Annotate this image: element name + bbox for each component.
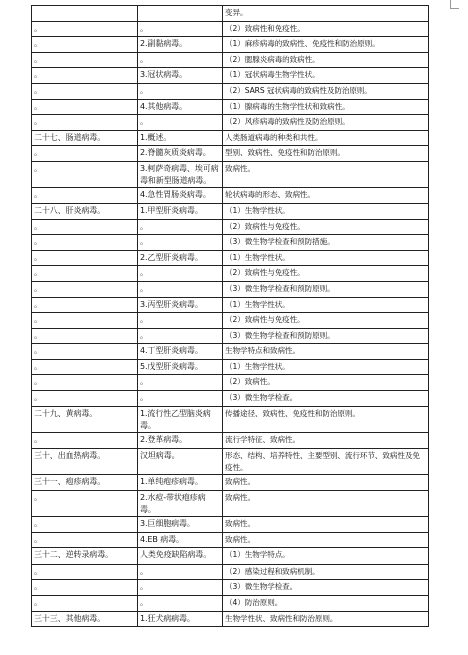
unit-cell: 3.冠状病毒。 xyxy=(138,68,223,84)
unit-cell: 5.戊型肝炎病毒。 xyxy=(138,359,223,375)
chapter-cell xyxy=(32,6,138,22)
chapter-cell: 。 xyxy=(32,21,138,37)
content-cell: （2）风疹病毒的致病性及防治原则。 xyxy=(223,115,429,131)
chapter-cell: 二十八、肝炎病毒。 xyxy=(32,203,138,219)
unit-cell: 。 xyxy=(138,564,223,580)
chapter-cell: 。 xyxy=(32,564,138,580)
table-row xyxy=(32,375,429,391)
content-cell: （2）感染过程和致病机制。 xyxy=(223,564,429,580)
table-row xyxy=(32,188,429,204)
content-cell: 生物学特点和致病性。 xyxy=(223,344,429,360)
content-cell: 轮状病毒的形态、致病性。 xyxy=(223,188,429,204)
table-row xyxy=(32,611,429,627)
unit-cell: 。 xyxy=(138,219,223,235)
content-cell: 变异。 xyxy=(223,6,429,22)
content-cell: （1）生物学性状。 xyxy=(223,359,429,375)
unit-cell: 2.脊髓灰质炎病毒。 xyxy=(138,146,223,162)
content-cell: 致病性。 xyxy=(223,490,429,516)
content-cell: （2）腮腺炎病毒的致病性。 xyxy=(223,52,429,68)
chapter-cell: 。 xyxy=(32,115,138,131)
content-cell: （2）致病性与免疫性。 xyxy=(223,313,429,329)
syllabus-table xyxy=(31,5,429,627)
content-cell: 型别、致病性、免疫性和防治原则。 xyxy=(223,146,429,162)
content-cell: （3）微生物学检查和预防原则。 xyxy=(223,328,429,344)
table-row xyxy=(32,344,429,360)
content-cell: （3）微生物学检查和预防措施。 xyxy=(223,235,429,251)
content-cell: 致病性。 xyxy=(223,532,429,548)
table-row xyxy=(32,161,429,187)
chapter-cell: 。 xyxy=(32,517,138,533)
chapter-cell: 。 xyxy=(32,266,138,282)
chapter-cell: 。 xyxy=(32,250,138,266)
unit-cell: 3.巨细胞病毒。 xyxy=(138,517,223,533)
table-row xyxy=(32,37,429,53)
unit-cell: 。 xyxy=(138,235,223,251)
chapter-cell: 。 xyxy=(32,596,138,612)
unit-cell: 2.副黏病毒。 xyxy=(138,37,223,53)
content-cell: （1）冠状病毒生物学性状。 xyxy=(223,68,429,84)
chapter-cell: 三十二、逆转录病毒。 xyxy=(32,548,138,565)
unit-cell: 人类免疫缺陷病毒。 xyxy=(138,548,223,565)
chapter-cell: 。 xyxy=(32,532,138,548)
chapter-cell: 。 xyxy=(32,219,138,235)
content-cell: 流行学特征、致病性。 xyxy=(223,433,429,449)
unit-cell: 1.甲型肝炎病毒。 xyxy=(138,203,223,219)
table-row xyxy=(32,21,429,37)
unit-cell: 。 xyxy=(138,391,223,407)
unit-cell xyxy=(138,6,223,22)
content-cell: 致病性。 xyxy=(223,475,429,491)
chapter-cell: 。 xyxy=(32,490,138,516)
unit-cell: 4.急性胃肠炎病毒。 xyxy=(138,188,223,204)
content-cell: （1）生物学特点。 xyxy=(223,548,429,565)
table-row xyxy=(32,99,429,115)
chapter-cell: 。 xyxy=(32,161,138,187)
unit-cell: 4.EB 病毒。 xyxy=(138,532,223,548)
chapter-cell: 。 xyxy=(32,146,138,162)
unit-cell: 。 xyxy=(138,580,223,596)
content-cell: （1）生物学性状。 xyxy=(223,250,429,266)
content-cell: （2）致病性与免疫性。 xyxy=(223,219,429,235)
unit-cell: 。 xyxy=(138,596,223,612)
table-row xyxy=(32,448,429,474)
content-cell: （3）微生物学检查。 xyxy=(223,391,429,407)
table-row xyxy=(32,517,429,533)
chapter-cell: 。 xyxy=(32,433,138,449)
chapter-cell: 。 xyxy=(32,37,138,53)
table-row xyxy=(32,130,429,146)
chapter-cell: 。 xyxy=(32,313,138,329)
table-row xyxy=(32,328,429,344)
table-row xyxy=(32,359,429,375)
table-row xyxy=(32,235,429,251)
table-row xyxy=(32,83,429,99)
content-cell: 传播途径、致病性、免疫性和防治原则。 xyxy=(223,406,429,432)
table-row xyxy=(32,281,429,297)
unit-cell: 2.登革病毒。 xyxy=(138,433,223,449)
chapter-cell: 三十、出血热病毒。 xyxy=(32,448,138,474)
unit-cell: 1.流行性乙型脑炎病毒。 xyxy=(138,406,223,432)
page-corner-mark xyxy=(450,0,459,9)
table-row xyxy=(32,313,429,329)
content-cell: （1）腺病毒的生物学性状和致病性。 xyxy=(223,99,429,115)
chapter-cell: 。 xyxy=(32,344,138,360)
table-row xyxy=(32,391,429,407)
table-row xyxy=(32,433,429,449)
table-row xyxy=(32,68,429,84)
chapter-cell: 三十一、疱疹病毒。 xyxy=(32,475,138,491)
chapter-cell: 。 xyxy=(32,52,138,68)
content-cell: 致病性。 xyxy=(223,161,429,187)
unit-cell: 汉坦病毒。 xyxy=(138,448,223,474)
content-cell: 生物学性状、致病性和防治原则。 xyxy=(223,611,429,627)
chapter-cell: 。 xyxy=(32,391,138,407)
table-row xyxy=(32,52,429,68)
chapter-cell: 。 xyxy=(32,580,138,596)
content-cell: （2）SARS 冠状病毒的致病性及防治原则。 xyxy=(223,83,429,99)
table-row xyxy=(32,203,429,219)
content-cell: （2）致病性和免疫性。 xyxy=(223,21,429,37)
unit-cell: 3.柯萨奇病毒、埃可病毒和新型肠道病毒。 xyxy=(138,161,223,187)
unit-cell: 4.其他病毒。 xyxy=(138,99,223,115)
unit-cell: 2.乙型肝炎病毒。 xyxy=(138,250,223,266)
unit-cell: 。 xyxy=(138,328,223,344)
content-cell: 人类肠道病毒的种类和共性。 xyxy=(223,130,429,146)
chapter-cell: 。 xyxy=(32,99,138,115)
unit-cell: 1.狂犬病病毒。 xyxy=(138,611,223,627)
table-row xyxy=(32,250,429,266)
table-row xyxy=(32,266,429,282)
table-row xyxy=(32,564,429,580)
content-cell: 致病性。 xyxy=(223,517,429,533)
content-cell: （4）防治原则。 xyxy=(223,596,429,612)
unit-cell: 。 xyxy=(138,375,223,391)
unit-cell: 3.丙型肝炎病毒。 xyxy=(138,297,223,313)
content-cell: （3）微生物学检查。 xyxy=(223,580,429,596)
unit-cell: 2.水痘-带状疱疹病毒。 xyxy=(138,490,223,516)
chapter-cell: 三十三、其他病毒。 xyxy=(32,611,138,627)
table-row xyxy=(32,490,429,516)
unit-cell: 。 xyxy=(138,266,223,282)
table-row xyxy=(32,297,429,313)
unit-cell: 。 xyxy=(138,115,223,131)
table-row xyxy=(32,146,429,162)
unit-cell: 1.单纯疱疹病毒。 xyxy=(138,475,223,491)
table-row xyxy=(32,6,429,22)
chapter-cell: 。 xyxy=(32,68,138,84)
unit-cell: 。 xyxy=(138,52,223,68)
table-row xyxy=(32,219,429,235)
content-cell: （2）致病性。 xyxy=(223,375,429,391)
content-cell: （1）生物学性状。 xyxy=(223,297,429,313)
content-cell: （1）生物学性状。 xyxy=(223,203,429,219)
chapter-cell: 。 xyxy=(32,328,138,344)
unit-cell: 4.丁型肝炎病毒。 xyxy=(138,344,223,360)
table-row xyxy=(32,580,429,596)
chapter-cell: 二十七、肠道病毒。 xyxy=(32,130,138,146)
unit-cell: 。 xyxy=(138,83,223,99)
content-cell: （3）微生物学检查和预防原则。 xyxy=(223,281,429,297)
unit-cell: 1.概述。 xyxy=(138,130,223,146)
chapter-cell: 。 xyxy=(32,281,138,297)
unit-cell: 。 xyxy=(138,313,223,329)
table-row xyxy=(32,115,429,131)
chapter-cell: 。 xyxy=(32,359,138,375)
chapter-cell: 。 xyxy=(32,83,138,99)
table-row xyxy=(32,548,429,565)
chapter-cell: 。 xyxy=(32,375,138,391)
unit-cell: 。 xyxy=(138,21,223,37)
table-row xyxy=(32,406,429,432)
chapter-cell: 。 xyxy=(32,188,138,204)
table-row xyxy=(32,532,429,548)
table-row xyxy=(32,475,429,491)
chapter-cell: 。 xyxy=(32,297,138,313)
chapter-cell: 二十九、黄病毒。 xyxy=(32,406,138,432)
content-cell: （1）麻疹病毒的致病性、免疫性和防治原则。 xyxy=(223,37,429,53)
unit-cell: 。 xyxy=(138,281,223,297)
content-cell: （2）致病性与免疫性。 xyxy=(223,266,429,282)
table-row xyxy=(32,596,429,612)
chapter-cell: 。 xyxy=(32,235,138,251)
content-cell: 形态、结构、培养特性、主要型别、流行环节、致病性及免疫性。 xyxy=(223,448,429,474)
syllabus-table-body xyxy=(32,6,429,627)
